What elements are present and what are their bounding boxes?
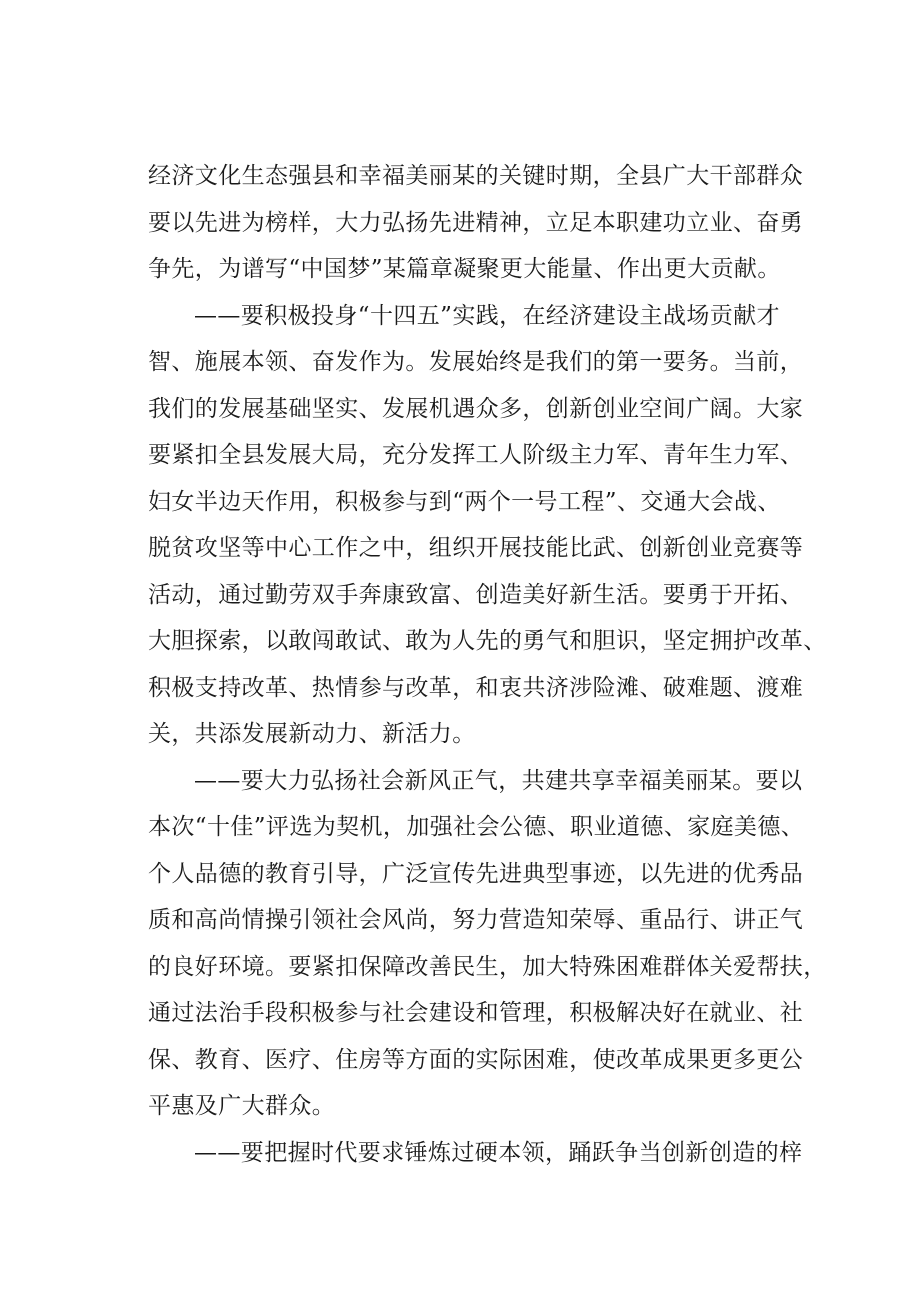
text-line: 脱贫攻坚等中心工作之中，组织开展技能比武、创新创业竞赛等 (148, 535, 804, 561)
text-line: 要以先进为榜样，大力弘扬先进精神，立足本职建功立业、奋勇 (148, 209, 804, 236)
text-line: 质和高尚情操引领社会风尚，努力营造知荣辱、重品行、讲正气 (148, 907, 804, 933)
text-line: 个人品德的教育引导，广泛宣传先进典型事迹，以先进的优秀品 (148, 860, 804, 887)
text-line: 经济文化生态强县和幸福美丽某的关键时期，全县广大干部群众 (148, 163, 804, 189)
text-line: 关，共添发展新动力、新活力。 (148, 721, 476, 747)
text-line: 活动，通过勤劳双手奔康致富、创造美好新生活。要勇于开拓、 (148, 581, 804, 608)
text-line: 本次“十佳”评选为契机，加强社会公德、职业道德、家庭美德、 (148, 814, 805, 840)
text-line: 我们的发展基础坚实、发展机遇众多，创新创业空间广阔。大家 (148, 395, 804, 422)
text-line: 大胆探索，以敢闯敢试、敢为人先的勇气和胆识，坚定拥护改革、 (148, 628, 827, 654)
text-line: 争先，为谱写“中国梦”某篇章凝聚更大能量、作出更大贡献。 (148, 256, 781, 282)
text-line: 要紧扣全县发展大局，充分发挥工人阶级主力军、青年生力军、 (148, 442, 804, 468)
text-line: 保、教育、医疗、住房等方面的实际困难，使改革成果更多更公 (148, 1046, 804, 1073)
paragraph-start-line: ——要大力弘扬社会新风正气，共建共享幸福美丽某。要以 (194, 767, 803, 794)
text-line: 的良好环境。要紧扣保障改善民生，加大特殊困难群体关爱帮扶， (148, 953, 827, 980)
text-line: 通过法治手段积极参与社会建设和管理，积极解决好在就业、社 (148, 1000, 804, 1026)
paragraph-start-line: ——要积极投身“十四五”实践，在经济建设主战场贡献才 (194, 302, 780, 329)
text-line: 积极支持改革、热情参与改革，和衷共济涉险滩、破难题、渡难 (148, 674, 804, 701)
text-line: 妇女半边天作用，积极参与到“两个一号工程”、交通大会战、 (148, 488, 781, 515)
text-line: 智、施展本领、奋发作为。发展始终是我们的第一要务。当前， (148, 349, 804, 375)
paragraph-start-line: ——要把握时代要求锤炼过硬本领，踊跃争当创新创造的梓 (194, 1139, 803, 1166)
document-body (148, 153, 828, 1176)
text-line: 平惠及广大群众。 (148, 1093, 336, 1119)
